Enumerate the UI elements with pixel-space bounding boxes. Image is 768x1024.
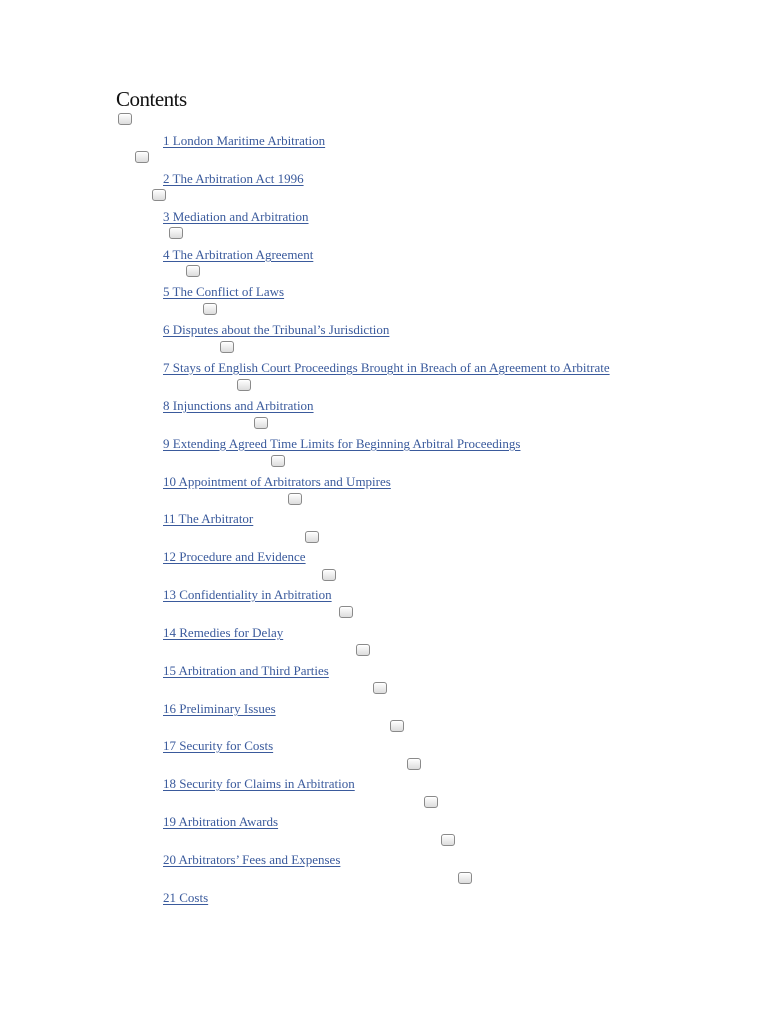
toc-toggle-box[interactable] [237, 379, 251, 391]
toc-link[interactable]: 10 Appointment of Arbitrators and Umpires [163, 474, 391, 489]
toc-link[interactable]: 5 The Conflict of Laws [163, 284, 285, 299]
toc-link[interactable]: 21 Costs [163, 890, 209, 905]
toc-link[interactable]: 16 Preliminary Issues [163, 701, 276, 716]
toc-link[interactable]: 12 Procedure and Evidence [163, 549, 306, 564]
toc-toggle-box[interactable] [203, 303, 217, 315]
toc-link[interactable]: 14 Remedies for Delay [163, 625, 284, 640]
toc-link[interactable]: 2 The Arbitration Act 1996 [163, 171, 304, 186]
page-title: Contents [116, 87, 187, 111]
toc-toggle-box[interactable] [118, 113, 132, 125]
toc-link[interactable]: 20 Arbitrators’ Fees and Expenses [163, 852, 341, 867]
toc-toggle-box[interactable] [424, 796, 438, 808]
toc-toggle-box[interactable] [390, 720, 404, 732]
toc-toggle-box[interactable] [186, 265, 200, 277]
toc-toggle-box[interactable] [254, 417, 268, 429]
toc-link[interactable]: 4 The Arbitration Agreement [163, 247, 314, 262]
toc-toggle-box[interactable] [271, 455, 285, 467]
toc-toggle-box[interactable] [339, 606, 353, 618]
toc-toggle-box[interactable] [441, 834, 455, 846]
toc-link[interactable]: 7 Stays of English Court Proceedings Brought in Breach of an Agreement to Arbitrate [163, 360, 610, 375]
toc-toggle-box[interactable] [305, 531, 319, 543]
toc-toggle-box[interactable] [407, 758, 421, 770]
toc-toggle-box[interactable] [322, 569, 336, 581]
toc-toggle-box[interactable] [169, 227, 183, 239]
toc-link[interactable]: 9 Extending Agreed Time Limits for Beginning Arbitral Proceedings [163, 436, 521, 451]
toc-link[interactable]: 3 Mediation and Arbitration [163, 209, 309, 224]
toc-toggle-box[interactable] [356, 644, 370, 656]
toc-link[interactable]: 8 Injunctions and Arbitration [163, 398, 314, 413]
toc-link[interactable]: 19 Arbitration Awards [163, 814, 279, 829]
toc-toggle-box[interactable] [458, 872, 472, 884]
toc-link[interactable]: 11 The Arbitrator [163, 511, 254, 526]
toc-toggle-box[interactable] [373, 682, 387, 694]
toc-link[interactable]: 15 Arbitration and Third Parties [163, 663, 329, 678]
toc-toggle-box[interactable] [135, 151, 149, 163]
toc-link[interactable]: 1 London Maritime Arbitration [163, 133, 326, 148]
toc-link[interactable]: 6 Disputes about the Tribunal’s Jurisdiction [163, 322, 390, 337]
toc-toggle-box[interactable] [220, 341, 234, 353]
toc-toggle-box[interactable] [288, 493, 302, 505]
toc-toggle-box[interactable] [152, 189, 166, 201]
toc-link[interactable]: 17 Security for Costs [163, 738, 274, 753]
toc-link[interactable]: 18 Security for Claims in Arbitration [163, 776, 355, 791]
toc-link[interactable]: 13 Confidentiality in Arbitration [163, 587, 332, 602]
